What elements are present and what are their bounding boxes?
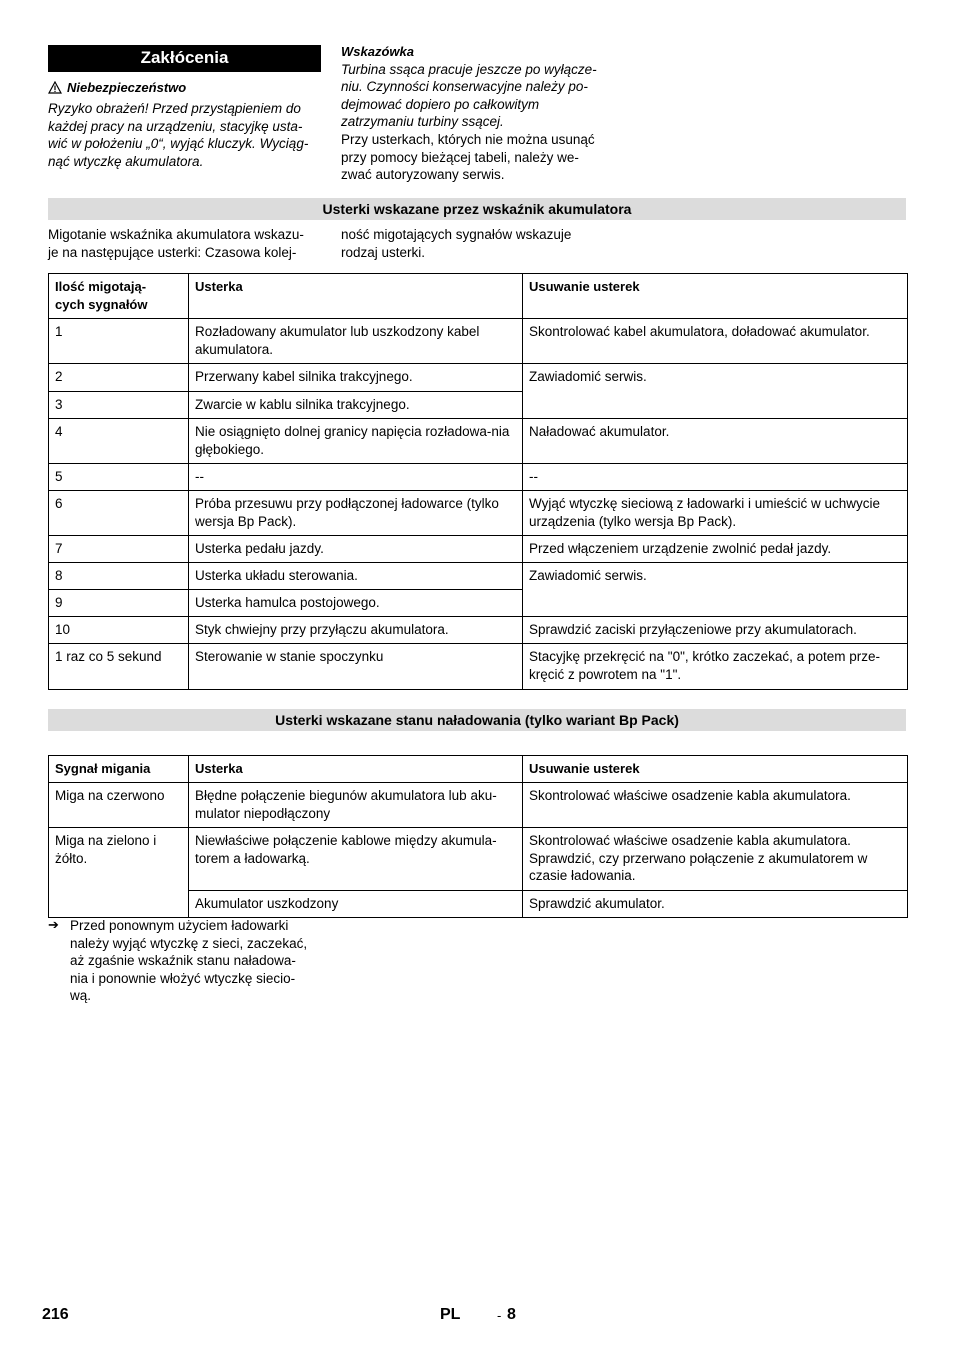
- final-note-line: należy wyjąć wtyczkę z sieci, zaczekać,: [70, 935, 308, 951]
- cell-fault: Usterka hamulca postojowego.: [189, 590, 523, 617]
- intro-line: ność migotających sygnałów wskazuje: [341, 227, 572, 242]
- cell-count: 1 raz co 5 sekund: [49, 644, 189, 690]
- intro-line: je na następujące usterki: Czasowa kolej-: [48, 244, 297, 260]
- cell-count: 4: [49, 419, 189, 464]
- danger-heading: [48, 80, 186, 95]
- final-note-line: wą.: [70, 988, 92, 1004]
- cell-fault: Rozładowany akumulator lub uszkodzony kabel akumulatora.: [189, 319, 523, 364]
- table-row: [49, 563, 908, 590]
- column-header: Ilość migotają- cych sygnałów: [49, 274, 189, 319]
- intro-line: rodzaj usterki.: [341, 244, 426, 260]
- section-heading-charge-state: Usterki wskazane stanu naładowania (tylko wariant Bp Pack): [48, 709, 906, 731]
- cell-fault: Nie osiągnięto dolnej granicy napięcia rozładowa-nia głębokiego.: [189, 419, 523, 464]
- charge-fault-table: [48, 755, 908, 918]
- table-header-row: [49, 274, 908, 319]
- cell-fix: Stacyjkę przekręcić na "0", krótko zaczekać, a potem prze-kręcić z powrotem na "1".: [523, 644, 908, 690]
- cell-fault: Próba przesuwu przy podłączonej ładowarce (tylko wersja Bp Pack).: [189, 491, 523, 536]
- cell-count: 5: [49, 464, 189, 491]
- cell-fix: Sprawdzić zaciski przyłączeniowe przy akumulatorach.: [523, 617, 908, 644]
- footer-separator: -: [497, 1308, 502, 1323]
- table-row: [49, 364, 908, 392]
- arrow-right-icon: ➔: [48, 917, 59, 932]
- intro-line: Migotanie wskaźnika akumulatora wskazu-: [48, 227, 304, 242]
- cell-fault: Niewłaściwe połączenie kablowe między akumula-torem a ładowarką.: [189, 828, 523, 891]
- danger-line: każdej pracy na urządzeniu, stacyjkę usta-: [48, 118, 303, 134]
- danger-line: Ryzyko obrażeń! Przed przystąpieniem do: [48, 101, 301, 116]
- final-note-line: aż zgaśnie wskaźnik stanu naładowa-: [70, 953, 296, 969]
- page-title: Zakłócenia: [48, 45, 321, 72]
- cell-fault: Sterowanie w stanie spoczynku: [189, 644, 523, 690]
- note-block: [341, 43, 631, 184]
- note-line: zatrzymaniu turbiny ssącej.: [341, 114, 504, 130]
- final-note-line: nia i ponownie włożyć wtyczkę siecio-: [70, 970, 296, 986]
- cell-fault: Styk chwiejny przy przyłączu akumulatora.: [189, 617, 523, 644]
- cell-count: 2: [49, 364, 189, 392]
- cell-fault: Usterka pedału jazdy.: [189, 536, 523, 563]
- table-row: [49, 464, 908, 491]
- language-code: PL: [440, 1306, 461, 1323]
- cell-count: 1: [49, 319, 189, 364]
- table-row: [49, 783, 908, 828]
- section-heading-battery: Usterki wskazane przez wskaźnik akumulatora: [48, 198, 906, 220]
- note-line: dejmować dopiero po całkowitym: [341, 96, 540, 112]
- table-row: [49, 644, 908, 690]
- column-header: Sygnał migania: [49, 756, 189, 783]
- note-line: przy pomocy bieżącej tabeli, należy we-: [341, 149, 579, 165]
- table-row: [49, 617, 908, 644]
- cell-fix: Skontrolować kabel akumulatora, doładować akumulator.: [523, 319, 908, 364]
- battery-fault-table: [48, 273, 908, 690]
- table-header-row: [49, 756, 908, 783]
- column-header: Usterka: [189, 756, 523, 783]
- note-line: niu. Czynności konserwacyjne należy po-: [341, 79, 588, 95]
- cell-count: 9: [49, 590, 189, 617]
- cell-fault: Akumulator uszkodzony: [189, 891, 523, 918]
- cell-fault: --: [189, 464, 523, 491]
- cell-fault: Zwarcie w kablu silnika trakcyjnego.: [189, 392, 523, 419]
- cell-signal: Miga na zielono i żółto.: [49, 828, 189, 918]
- final-note: [70, 917, 330, 1005]
- cell-count: 3: [49, 392, 189, 419]
- cell-fix: Zawiadomić serwis.: [523, 364, 908, 419]
- column-header: Usterka: [189, 274, 523, 319]
- final-note-line: Przed ponownym użyciem ładowarki: [70, 918, 289, 933]
- cell-fault: Usterka układu sterowania.: [189, 563, 523, 590]
- danger-line: wić w położeniu „0“, wyjąć kluczyk. Wyciąg-: [48, 136, 309, 152]
- cell-fix: --: [523, 464, 908, 491]
- cell-count: 8: [49, 563, 189, 590]
- note-line: Przy usterkach, których nie można usunąć: [341, 131, 595, 147]
- danger-line: nąć wtyczkę akumulatora.: [48, 153, 204, 169]
- cell-fix: Skontrolować właściwe osadzenie kabla akumulatora. Sprawdzić, czy przerwano połączenie z akumulatorem w czasie ładowania.: [523, 828, 908, 891]
- cell-count: 6: [49, 491, 189, 536]
- table-row: [49, 419, 908, 464]
- cell-count: 10: [49, 617, 189, 644]
- cell-fault: Błędne połączenie biegunów akumulatora lub aku-mulator niepodłączony: [189, 783, 523, 828]
- table-row: [49, 491, 908, 536]
- table-row: [49, 536, 908, 563]
- cell-fix: Skontrolować właściwe osadzenie kabla akumulatora.: [523, 783, 908, 828]
- note-line: zwać autoryzowany serwis.: [341, 167, 505, 183]
- column-header: Usuwanie usterek: [523, 274, 908, 319]
- cell-fix: Naładować akumulator.: [523, 419, 908, 464]
- note-heading: Wskazówka: [341, 44, 414, 59]
- cell-fix: Wyjąć wtyczkę sieciową z ładowarki i umieścić w uchwycie urządzenia (tylko wersja Bp Pack).: [523, 491, 908, 536]
- table-row: [49, 828, 908, 891]
- page-number: 216: [42, 1306, 69, 1323]
- cell-signal: Miga na czerwono: [49, 783, 189, 828]
- cell-fault: Przerwany kabel silnika trakcyjnego.: [189, 364, 523, 392]
- table-row: [49, 319, 908, 364]
- column-header: Usuwanie usterek: [523, 756, 908, 783]
- danger-heading-text: Niebezpieczeństwo: [67, 80, 187, 95]
- cell-count: 7: [49, 536, 189, 563]
- danger-text: [48, 100, 328, 170]
- note-line: Turbina ssąca pracuje jeszcze po wyłącze-: [341, 61, 597, 77]
- sub-page-number: 8: [507, 1306, 516, 1323]
- section1-intro-left: [48, 226, 333, 261]
- cell-fix: Sprawdzić akumulator.: [523, 891, 908, 918]
- cell-fix: Przed włączeniem urządzenie zwolnić pedał jazdy.: [523, 536, 908, 563]
- warning-icon: [48, 81, 62, 94]
- section1-intro-right: [341, 226, 626, 261]
- cell-fix: Zawiadomić serwis.: [523, 563, 908, 617]
